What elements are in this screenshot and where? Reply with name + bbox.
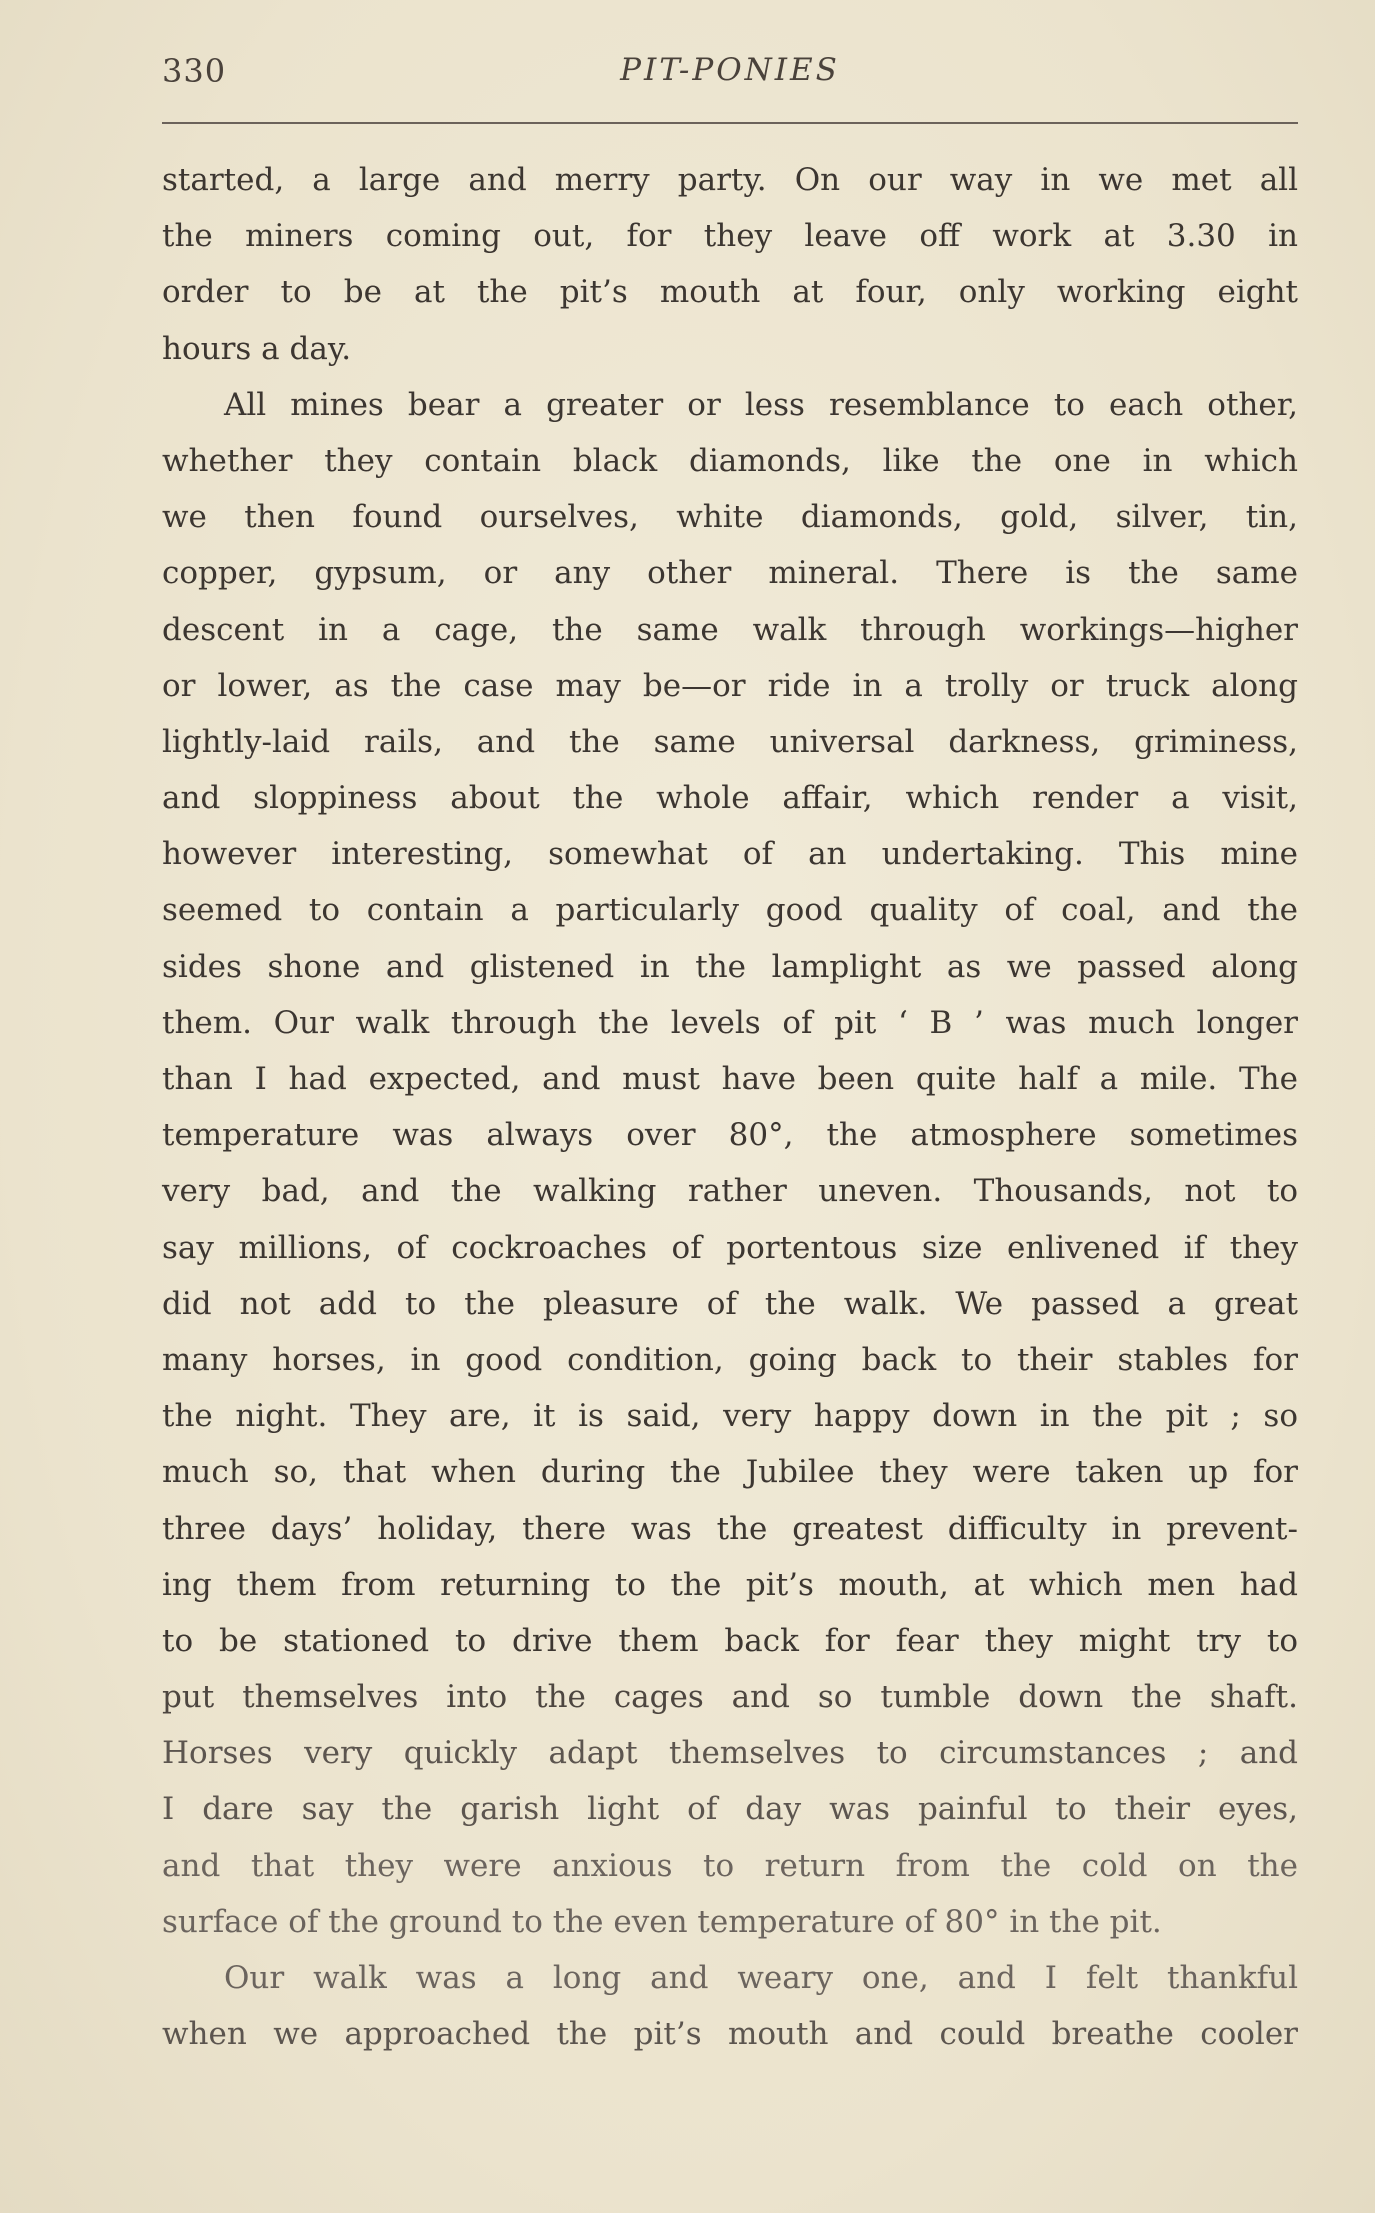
running-head: [162, 52, 1298, 96]
text-line: All mines bear a greater or less resemblance to each other,: [224, 386, 1298, 423]
header-rule: [162, 122, 1298, 124]
text-line: Our walk was a long and weary one, and I felt thankful: [224, 1960, 1298, 1996]
running-title: PIT-PONIES: [620, 52, 840, 88]
text-line: the night. They are, it is said, very happy down in the pit ; so: [162, 1398, 1298, 1435]
text-line: copper, gypsum, or any other mineral. There is the same: [162, 555, 1298, 592]
text-line: Horses very quickly adapt themselves to circumstances ; and: [162, 1735, 1298, 1772]
text-line: started, a large and merry party. On our way in we met all: [162, 162, 1298, 198]
text-line: three days’ holiday, there was the greatest difficulty in prevent-: [162, 1510, 1298, 1547]
text-line: seemed to contain a particularly good quality of coal, and the: [162, 892, 1298, 929]
text-line: them. Our walk through the levels of pit ‘ B ’ was much longer: [162, 1004, 1298, 1041]
text-line: to be stationed to drive them back for fear they might try to: [162, 1622, 1298, 1659]
text-line: or lower, as the case may be—or ride in a trolly or truck along: [162, 667, 1298, 704]
text-line: surface of the ground to the even temperature of 80° in the pit.: [162, 1903, 1162, 1940]
text-line: when we approached the pit’s mouth and could breathe cooler: [162, 2016, 1298, 2053]
page-number: 330: [162, 52, 227, 90]
text-line: much so, that when during the Jubilee they were taken up for: [162, 1454, 1298, 1491]
text-line: than I had expected, and must have been quite half a mile. The: [162, 1061, 1298, 1097]
text-line: lightly-laid rails, and the same universal darkness, griminess,: [162, 723, 1298, 760]
text-line: say millions, of cockroaches of portentous size enlivened if they: [162, 1229, 1298, 1266]
text-line: temperature was always over 80°, the atmosphere sometimes: [162, 1117, 1298, 1154]
text-line: ing them from returning to the pit’s mouth, at which men had: [162, 1566, 1298, 1603]
text-line: however interesting, somewhat of an undertaking. This mine: [162, 836, 1298, 873]
text-line: whether they contain black diamonds, like the one in which: [162, 442, 1298, 479]
text-line: order to be at the pit’s mouth at four, only working eight: [162, 274, 1298, 311]
text-line: many horses, in good condition, going back to their stables for: [162, 1341, 1298, 1378]
text-line: the miners coming out, for they leave off work at 3.30 in: [162, 218, 1298, 255]
text-line: hours a day.: [162, 330, 352, 367]
text-line: we then found ourselves, white diamonds, gold, silver, tin,: [162, 499, 1298, 536]
text-line: descent in a cage, the same walk through workings—higher: [162, 611, 1298, 648]
text-line: and sloppiness about the whole affair, which render a visit,: [162, 780, 1298, 817]
text-line: I dare say the garish light of day was painful to their eyes,: [162, 1791, 1298, 1828]
text-line: put themselves into the cages and so tumble down the shaft.: [162, 1679, 1298, 1716]
body-text: [162, 152, 1298, 2062]
text-line: very bad, and the walking rather uneven. Thousands, not to: [162, 1173, 1298, 1210]
text-line: and that they were anxious to return from the cold on the: [162, 1847, 1298, 1884]
text-line: sides shone and glistened in the lamplight as we passed along: [162, 948, 1298, 985]
text-line: did not add to the pleasure of the walk. We passed a great: [162, 1285, 1298, 1322]
